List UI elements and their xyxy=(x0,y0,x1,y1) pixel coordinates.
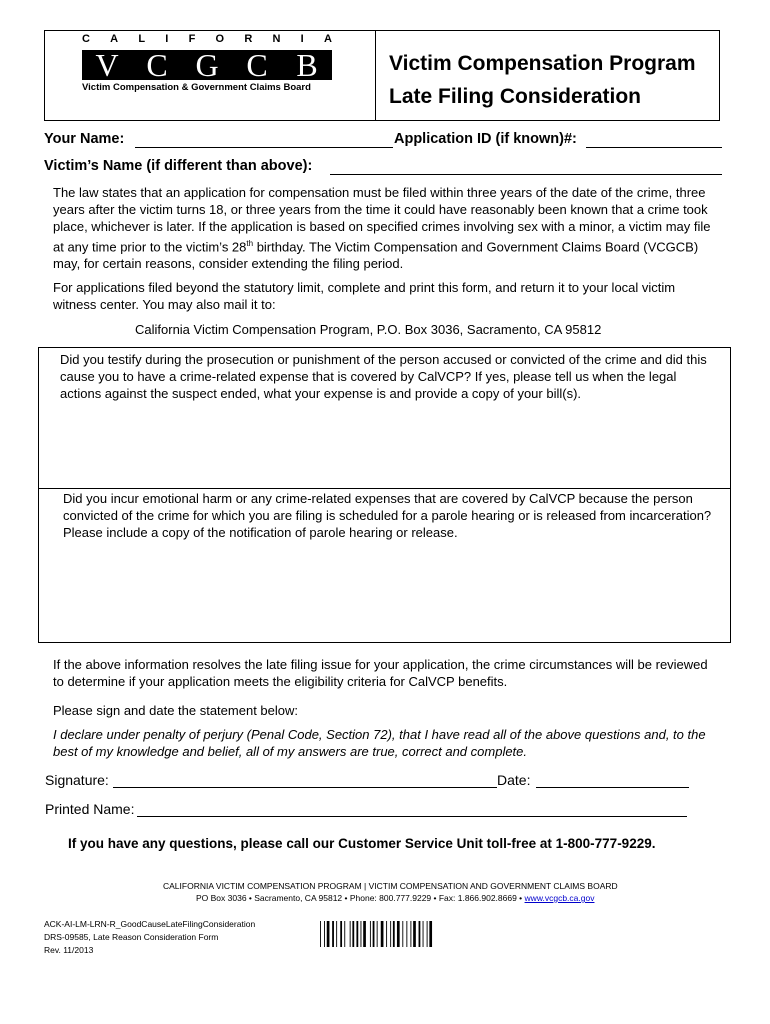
printed-name-label: Printed Name: xyxy=(45,801,135,817)
logo-letter: I xyxy=(165,33,169,45)
page-title-line2: Late Filing Consideration xyxy=(389,85,642,108)
logo-letter: I xyxy=(300,33,304,45)
date-label: Date: xyxy=(497,772,531,788)
customer-service-note: If you have any questions, please call our Customer Service Unit toll-free at 1-800-777-9229. xyxy=(68,836,656,851)
questions-divider xyxy=(38,488,731,489)
logo-letter: F xyxy=(188,33,196,45)
logo-letter: N xyxy=(272,33,281,45)
logo-block-letter: C xyxy=(146,50,168,80)
signature-field[interactable] xyxy=(113,787,497,788)
logo-block-letter: C xyxy=(246,50,268,80)
declaration-statement: I declare under penalty of perjury (Penal Code, Section 72), that I have read all of the above questions and, to the best of my knowledge and belief, all of my answers are true, correct and complete. xyxy=(53,727,706,759)
victim-name-label: Victim’s Name (if different than above): xyxy=(44,158,313,174)
resolve-paragraph: If the above information resolves the late filing issue for your application, the crime circumstances will be reviewed to determine if your application meets the eligibility criteria for CalVCP benefits. xyxy=(53,657,708,689)
date-field[interactable] xyxy=(536,787,689,788)
footer-org-line: CALIFORNIA VICTIM COMPENSATION PROGRAM | VICTIM COMPENSATION AND GOVERNMENT CLAIMS BOARD xyxy=(163,881,618,891)
printed-name-field[interactable] xyxy=(137,816,687,817)
logo-subtitle: Victim Compensation & Government Claims Board xyxy=(82,82,311,93)
application-id-field[interactable] xyxy=(586,147,722,148)
instructions-paragraph: For applications filed beyond the statutory limit, complete and print this form, and return it to your local victim witness center. You may also mail it to: xyxy=(53,280,676,312)
revision-date: Rev. 11/2013 xyxy=(44,945,94,955)
sign-instruction: Please sign and date the statement below: xyxy=(53,703,298,718)
form-number: DRS-09585, Late Reason Consideration Form xyxy=(44,932,219,942)
form-code: ACK-AI-LM-LRN-R_GoodCauseLateFilingConsideration xyxy=(44,919,256,929)
question-testify: Did you testify during the prosecution or punishment of the person accused or convicted of the crime and did this cause you to have a crime-related expense that is covered by CalVCP? If yes, please tell us when the legal actions against the suspect ended, what your expense is and provide a copy of your bill(s). xyxy=(60,352,707,401)
your-name-field[interactable] xyxy=(135,147,393,148)
website-link[interactable]: www.vcgcb.ca.gov xyxy=(524,893,595,903)
logo-california-letters xyxy=(82,33,332,45)
logo-letter: A xyxy=(323,33,332,45)
logo-letter: R xyxy=(244,33,253,45)
logo-letter: A xyxy=(110,33,119,45)
header-divider xyxy=(375,30,376,121)
barcode xyxy=(320,921,470,947)
footer-contact-line: PO Box 3036 • Sacramento, CA 95812 • Phone: 800.777.9229 • Fax: 1.866.902.8669 • www.vcgcb.ca.gov xyxy=(196,893,595,903)
question-parole: Did you incur emotional harm or any crime-related expenses that are covered by CalVCP because the person convicted of the crime for which you are filing is scheduled for a parole hearing or is released from incarceration? Please include a copy of the notification of parole hearing or release. xyxy=(63,491,712,540)
answer-testify-area[interactable] xyxy=(40,404,729,486)
logo-letter: C xyxy=(82,33,90,45)
logo-block-letter: V xyxy=(95,50,119,80)
logo-block-letter: G xyxy=(195,50,219,80)
victim-name-field[interactable] xyxy=(330,174,722,175)
page-title-line1: Victim Compensation Program xyxy=(389,52,696,75)
logo-letter: L xyxy=(138,33,146,45)
vcgcb-logo xyxy=(82,50,332,80)
logo-block-letter: B xyxy=(296,50,318,80)
answer-parole-area[interactable] xyxy=(40,542,729,641)
intro-paragraph: The law states that an application for compensation must be filed within three years of the date of the crime, three years after the victim turns 18, or three years from the time it could have reasonably been known that a crime took place, whichever is later. If the application is based on specified crimes involving sex with a minor, a victim may file at any time prior to the victim’s 28th birthday. The Victim Compensation and Government Claims Board (VCGCB) may, for certain reasons, consider extending the filing period. xyxy=(53,185,711,272)
signature-label: Signature: xyxy=(45,772,109,788)
application-id-label: Application ID (if known)#: xyxy=(394,131,577,147)
logo-letter: O xyxy=(215,33,225,45)
your-name-label: Your Name: xyxy=(44,131,125,147)
mailing-address: California Victim Compensation Program, P.O. Box 3036, Sacramento, CA 95812 xyxy=(135,322,602,337)
